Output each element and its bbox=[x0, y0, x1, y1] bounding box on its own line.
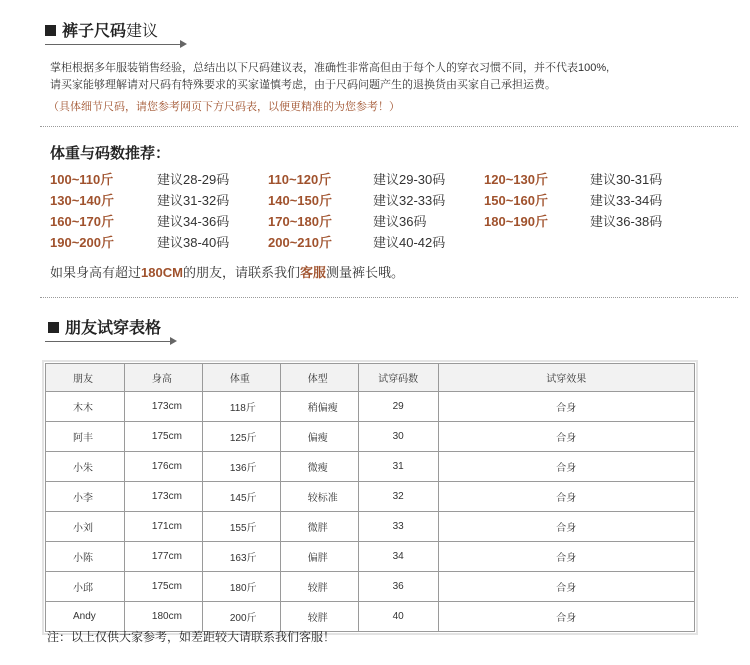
title-bold-text: 裤子尺码 bbox=[62, 23, 127, 40]
size-suggestion: 建议31-32码 bbox=[157, 193, 230, 208]
cell-size: 36 bbox=[358, 572, 438, 602]
cell-height: 173cm bbox=[124, 482, 202, 512]
arrow-right-icon bbox=[180, 40, 187, 48]
weight-range: 150~160斤 bbox=[484, 193, 548, 208]
cell-body-type: 微胖 bbox=[280, 512, 358, 542]
cell-size: 32 bbox=[358, 482, 438, 512]
table-row bbox=[46, 452, 695, 482]
cell-body-type: 微瘦 bbox=[280, 452, 358, 482]
height-note bbox=[50, 262, 404, 281]
height-note-post: 测量裤长哦。 bbox=[325, 265, 404, 280]
weight-range: 120~130斤 bbox=[484, 172, 548, 187]
size-suggestion: 建议38-40码 bbox=[157, 235, 230, 250]
size-suggestion: 建议28-29码 bbox=[157, 172, 230, 187]
size-suggestion: 建议29-30码 bbox=[373, 172, 446, 187]
size-suggestion: 建议30-31码 bbox=[590, 172, 663, 187]
cell-body-type: 偏胖 bbox=[280, 542, 358, 572]
cell-weight: 155斤 bbox=[202, 512, 280, 542]
cell-friend: 阿丰 bbox=[46, 422, 125, 452]
table-header-row bbox=[46, 364, 695, 392]
table-row bbox=[46, 512, 695, 542]
cell-size: 33 bbox=[358, 512, 438, 542]
weight-range: 170~180斤 bbox=[268, 214, 332, 229]
cell-fit: 合身 bbox=[438, 482, 694, 512]
cell-size: 34 bbox=[358, 542, 438, 572]
weight-range: 180~190斤 bbox=[484, 214, 548, 229]
title-underline bbox=[45, 44, 180, 45]
cell-fit: 合身 bbox=[438, 572, 694, 602]
weight-range: 190~200斤 bbox=[50, 235, 114, 250]
square-bullet-icon bbox=[48, 322, 59, 333]
intro-paragraph bbox=[50, 60, 609, 94]
weight-range: 110~120斤 bbox=[268, 172, 332, 187]
size-suggestion: 建议33-34码 bbox=[590, 193, 663, 208]
size-suggestion: 建议36-38码 bbox=[590, 214, 663, 229]
cell-height: 175cm bbox=[124, 422, 202, 452]
header-height: 身高 bbox=[124, 364, 202, 392]
cell-fit: 合身 bbox=[438, 602, 694, 632]
table-row bbox=[46, 422, 695, 452]
weight-range: 140~150斤 bbox=[268, 193, 332, 208]
cell-fit: 合身 bbox=[438, 542, 694, 572]
cell-weight: 200斤 bbox=[202, 602, 280, 632]
cell-friend: 小李 bbox=[46, 482, 125, 512]
cell-fit: 合身 bbox=[438, 422, 694, 452]
weight-range: 130~140斤 bbox=[50, 193, 114, 208]
cell-weight: 136斤 bbox=[202, 452, 280, 482]
cell-height: 180cm bbox=[124, 602, 202, 632]
section-divider bbox=[40, 126, 738, 127]
title-light-text: 建议 bbox=[126, 23, 159, 40]
cell-height: 177cm bbox=[124, 542, 202, 572]
cell-body-type: 偏瘦 bbox=[280, 422, 358, 452]
intro-line-2: 请买家能够理解请对尺码有特殊要求的买家谨慎考虑，由于尺码问题产生的退换货由买家自己承担运费。 bbox=[50, 79, 556, 91]
cell-friend: 小刘 bbox=[46, 512, 125, 542]
cell-friend: Andy bbox=[46, 602, 125, 632]
cell-friend: 小邱 bbox=[46, 572, 125, 602]
table-row bbox=[46, 602, 695, 632]
intro-note: （具体细节尺码，请您参考网页下方尺码表，以便更精准的为您参考！） bbox=[48, 101, 400, 113]
size-suggestion: 建议36码 bbox=[373, 214, 427, 229]
weight-range: 100~110斤 bbox=[50, 172, 114, 187]
header-fit-result: 试穿效果 bbox=[438, 364, 694, 392]
cell-body-type: 较标准 bbox=[280, 482, 358, 512]
height-note-mid: 的朋友，请联系我们 bbox=[182, 265, 300, 280]
weight-range: 160~170斤 bbox=[50, 214, 114, 229]
cell-friend: 小朱 bbox=[46, 452, 125, 482]
size-suggestion: 建议40-42码 bbox=[373, 235, 446, 250]
customer-service-link[interactable]: 客服 bbox=[299, 265, 326, 280]
footer-note: 注：以上仅供大家参考，如差距较大请联系我们客服！ bbox=[47, 630, 336, 644]
table-row bbox=[46, 572, 695, 602]
cell-height: 175cm bbox=[124, 572, 202, 602]
cell-height: 173cm bbox=[124, 392, 202, 422]
square-bullet-icon bbox=[45, 25, 56, 36]
title-underline bbox=[45, 341, 170, 342]
cell-weight: 145斤 bbox=[202, 482, 280, 512]
cell-weight: 118斤 bbox=[202, 392, 280, 422]
header-weight: 体重 bbox=[202, 364, 280, 392]
cell-size: 30 bbox=[358, 422, 438, 452]
header-body-type: 体型 bbox=[280, 364, 358, 392]
table-row bbox=[46, 542, 695, 572]
title-bold-text: 朋友试穿表格 bbox=[65, 320, 162, 337]
cell-body-type: 较胖 bbox=[280, 572, 358, 602]
cell-body-type: 稍偏瘦 bbox=[280, 392, 358, 422]
intro-line-1: 掌柜根据多年服装销售经验，总结出以下尺码建议表，准确性非常高但由于每个人的穿衣习惯不同，并不代表100%, bbox=[50, 62, 610, 74]
size-suggestion: 建议34-36码 bbox=[157, 214, 230, 229]
weight-range: 200~210斤 bbox=[268, 235, 332, 250]
cell-height: 171cm bbox=[124, 512, 202, 542]
recommend-title: 体重与码数推荐： bbox=[50, 145, 171, 162]
header-friend: 朋友 bbox=[46, 364, 125, 392]
cell-size: 31 bbox=[358, 452, 438, 482]
cell-size: 40 bbox=[358, 602, 438, 632]
size-suggestion: 建议32-33码 bbox=[373, 193, 446, 208]
cell-friend: 小陈 bbox=[46, 542, 125, 572]
cell-weight: 125斤 bbox=[202, 422, 280, 452]
cell-fit: 合身 bbox=[438, 452, 694, 482]
cell-height: 176cm bbox=[124, 452, 202, 482]
cell-weight: 163斤 bbox=[202, 542, 280, 572]
cell-weight: 180斤 bbox=[202, 572, 280, 602]
height-note-number: 180CM bbox=[141, 265, 183, 280]
section-title-fitting-table bbox=[48, 315, 161, 338]
cell-fit: 合身 bbox=[438, 392, 694, 422]
table-row bbox=[46, 392, 695, 422]
cell-friend: 木木 bbox=[46, 392, 125, 422]
header-size-tried: 试穿码数 bbox=[358, 364, 438, 392]
cell-body-type: 较胖 bbox=[280, 602, 358, 632]
arrow-right-icon bbox=[170, 337, 177, 345]
section-divider bbox=[40, 297, 738, 298]
height-note-pre: 如果身高有超过 bbox=[50, 265, 142, 280]
cell-fit: 合身 bbox=[438, 512, 694, 542]
cell-size: 29 bbox=[358, 392, 438, 422]
table-row bbox=[46, 482, 695, 512]
section-title-size-advice bbox=[45, 18, 158, 41]
fitting-table bbox=[45, 363, 695, 632]
